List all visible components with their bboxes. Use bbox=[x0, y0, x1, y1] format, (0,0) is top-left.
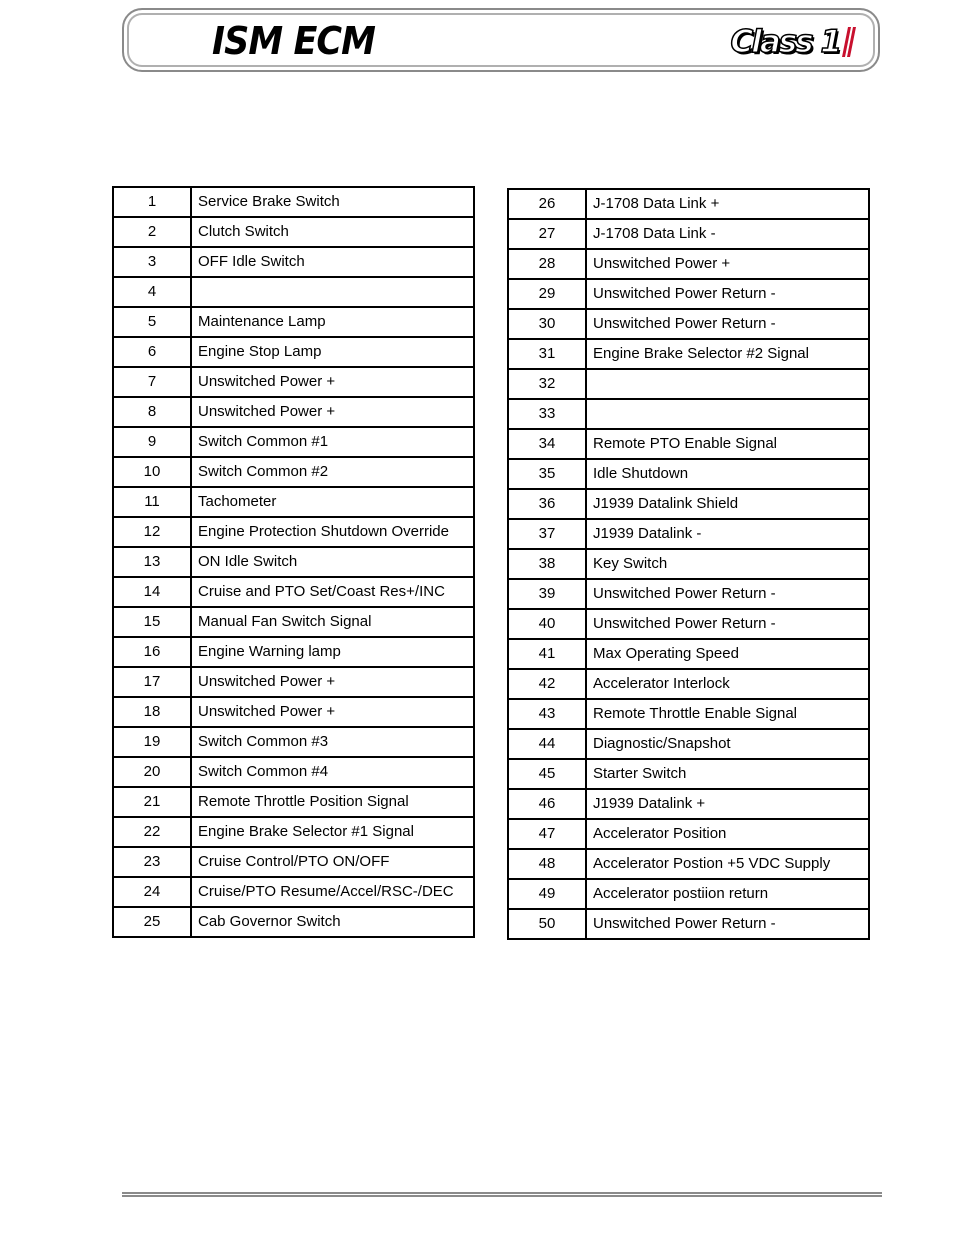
pin-function: J1939 Datalink - bbox=[586, 519, 869, 549]
pin-number: 7 bbox=[113, 367, 191, 397]
pin-function bbox=[191, 277, 474, 307]
pin-row bbox=[508, 819, 869, 849]
pin-number: 41 bbox=[508, 639, 586, 669]
pin-number: 5 bbox=[113, 307, 191, 337]
page-title: ISM ECM bbox=[212, 19, 376, 63]
pin-function: Remote Throttle Position Signal bbox=[191, 787, 474, 817]
pin-function: J1939 Datalink + bbox=[586, 789, 869, 819]
pin-row bbox=[113, 247, 474, 277]
pin-function: Engine Brake Selector #2 Signal bbox=[586, 339, 869, 369]
pin-number: 20 bbox=[113, 757, 191, 787]
pin-number: 43 bbox=[508, 699, 586, 729]
pin-function: Cruise Control/PTO ON/OFF bbox=[191, 847, 474, 877]
pin-row bbox=[113, 397, 474, 427]
pin-function: Accelerator Postion +5 VDC Supply bbox=[586, 849, 869, 879]
pin-function: Unswitched Power + bbox=[191, 697, 474, 727]
pin-row bbox=[113, 757, 474, 787]
pin-function: Unswitched Power Return - bbox=[586, 579, 869, 609]
pin-table-right bbox=[507, 188, 870, 940]
pin-row bbox=[508, 669, 869, 699]
page-header bbox=[122, 8, 880, 72]
pin-number: 36 bbox=[508, 489, 586, 519]
pin-row bbox=[508, 789, 869, 819]
pin-number: 32 bbox=[508, 369, 586, 399]
pin-row bbox=[508, 189, 869, 219]
pin-row bbox=[508, 279, 869, 309]
pin-function: Unswitched Power Return - bbox=[586, 609, 869, 639]
pin-row bbox=[113, 847, 474, 877]
pin-function: Cruise and PTO Set/Coast Res+/INC bbox=[191, 577, 474, 607]
pin-number: 49 bbox=[508, 879, 586, 909]
pin-function: Switch Common #3 bbox=[191, 727, 474, 757]
pin-function: Tachometer bbox=[191, 487, 474, 517]
pin-number: 16 bbox=[113, 637, 191, 667]
pin-row bbox=[113, 907, 474, 937]
pin-function: Accelerator postiion return bbox=[586, 879, 869, 909]
pin-function: Max Operating Speed bbox=[586, 639, 869, 669]
pin-row bbox=[113, 637, 474, 667]
pin-number: 27 bbox=[508, 219, 586, 249]
pin-function: Unswitched Power Return - bbox=[586, 309, 869, 339]
pin-function: Engine Brake Selector #1 Signal bbox=[191, 817, 474, 847]
pin-function: Manual Fan Switch Signal bbox=[191, 607, 474, 637]
pin-function: Cruise/PTO Resume/Accel/RSC-/DEC bbox=[191, 877, 474, 907]
pin-number: 8 bbox=[113, 397, 191, 427]
pin-number: 28 bbox=[508, 249, 586, 279]
pin-row bbox=[113, 217, 474, 247]
pin-function: Switch Common #4 bbox=[191, 757, 474, 787]
pin-function: Unswitched Power Return - bbox=[586, 279, 869, 309]
pin-number: 31 bbox=[508, 339, 586, 369]
pin-function: J1939 Datalink Shield bbox=[586, 489, 869, 519]
brand-stripes-icon bbox=[842, 27, 856, 57]
pin-row bbox=[113, 187, 474, 217]
pin-number: 34 bbox=[508, 429, 586, 459]
pin-number: 13 bbox=[113, 547, 191, 577]
pin-number: 11 bbox=[113, 487, 191, 517]
footer-rule bbox=[122, 1192, 882, 1197]
pin-table-left bbox=[112, 186, 475, 938]
pin-number: 6 bbox=[113, 337, 191, 367]
pin-row bbox=[508, 879, 869, 909]
pin-number: 4 bbox=[113, 277, 191, 307]
pin-row bbox=[113, 307, 474, 337]
pin-number: 10 bbox=[113, 457, 191, 487]
pin-function: Remote Throttle Enable Signal bbox=[586, 699, 869, 729]
pin-number: 39 bbox=[508, 579, 586, 609]
pin-number: 44 bbox=[508, 729, 586, 759]
pin-number: 46 bbox=[508, 789, 586, 819]
pin-function: Unswitched Power + bbox=[586, 249, 869, 279]
pin-function: J-1708 Data Link - bbox=[586, 219, 869, 249]
pin-row bbox=[113, 787, 474, 817]
pin-function: Accelerator Interlock bbox=[586, 669, 869, 699]
pin-function: Maintenance Lamp bbox=[191, 307, 474, 337]
pin-function bbox=[586, 399, 869, 429]
pin-number: 18 bbox=[113, 697, 191, 727]
pin-row bbox=[508, 489, 869, 519]
pin-row bbox=[113, 367, 474, 397]
pin-row bbox=[113, 487, 474, 517]
pin-row bbox=[508, 759, 869, 789]
pin-row bbox=[508, 219, 869, 249]
pin-number: 2 bbox=[113, 217, 191, 247]
pin-row bbox=[508, 399, 869, 429]
pin-number: 38 bbox=[508, 549, 586, 579]
pin-number: 37 bbox=[508, 519, 586, 549]
pin-number: 1 bbox=[113, 187, 191, 217]
pin-number: 40 bbox=[508, 609, 586, 639]
pin-number: 9 bbox=[113, 427, 191, 457]
pin-row bbox=[113, 427, 474, 457]
pin-row bbox=[508, 519, 869, 549]
pin-function: Unswitched Power + bbox=[191, 367, 474, 397]
pin-row bbox=[113, 577, 474, 607]
pin-row bbox=[508, 549, 869, 579]
pin-number: 21 bbox=[113, 787, 191, 817]
pin-number: 33 bbox=[508, 399, 586, 429]
pin-row bbox=[508, 609, 869, 639]
pin-function: ON Idle Switch bbox=[191, 547, 474, 577]
pin-number: 17 bbox=[113, 667, 191, 697]
pin-row bbox=[508, 459, 869, 489]
pin-function: Clutch Switch bbox=[191, 217, 474, 247]
pin-row bbox=[508, 699, 869, 729]
pin-row bbox=[113, 667, 474, 697]
pin-function: J-1708 Data Link + bbox=[586, 189, 869, 219]
pin-row bbox=[113, 877, 474, 907]
pin-function: OFF Idle Switch bbox=[191, 247, 474, 277]
pin-number: 29 bbox=[508, 279, 586, 309]
pin-function: Cab Governor Switch bbox=[191, 907, 474, 937]
pin-row bbox=[508, 339, 869, 369]
pin-row bbox=[508, 429, 869, 459]
pin-function: Accelerator Position bbox=[586, 819, 869, 849]
pin-row bbox=[508, 579, 869, 609]
pin-number: 25 bbox=[113, 907, 191, 937]
pin-number: 35 bbox=[508, 459, 586, 489]
pin-row bbox=[113, 277, 474, 307]
pin-function bbox=[586, 369, 869, 399]
pin-function: Unswitched Power + bbox=[191, 667, 474, 697]
brand-logo-text: Class 1 bbox=[730, 24, 840, 60]
pin-row bbox=[113, 817, 474, 847]
pin-function: Engine Protection Shutdown Override bbox=[191, 517, 474, 547]
pin-row bbox=[508, 639, 869, 669]
brand-logo bbox=[730, 20, 856, 64]
pin-row bbox=[508, 369, 869, 399]
pin-row bbox=[508, 729, 869, 759]
pin-row bbox=[508, 309, 869, 339]
pin-number: 30 bbox=[508, 309, 586, 339]
pin-row bbox=[508, 249, 869, 279]
pin-number: 48 bbox=[508, 849, 586, 879]
pin-function: Diagnostic/Snapshot bbox=[586, 729, 869, 759]
pin-row bbox=[113, 727, 474, 757]
pin-function: Switch Common #2 bbox=[191, 457, 474, 487]
pin-number: 45 bbox=[508, 759, 586, 789]
pin-function: Switch Common #1 bbox=[191, 427, 474, 457]
pin-row bbox=[113, 547, 474, 577]
pin-function: Starter Switch bbox=[586, 759, 869, 789]
pin-row bbox=[113, 337, 474, 367]
pin-number: 12 bbox=[113, 517, 191, 547]
pin-number: 42 bbox=[508, 669, 586, 699]
pin-function: Service Brake Switch bbox=[191, 187, 474, 217]
pin-function: Idle Shutdown bbox=[586, 459, 869, 489]
pin-number: 50 bbox=[508, 909, 586, 939]
pin-row bbox=[508, 849, 869, 879]
pin-number: 3 bbox=[113, 247, 191, 277]
pin-function: Unswitched Power + bbox=[191, 397, 474, 427]
pin-number: 15 bbox=[113, 607, 191, 637]
pin-number: 47 bbox=[508, 819, 586, 849]
pin-row bbox=[508, 909, 869, 939]
pin-number: 26 bbox=[508, 189, 586, 219]
pin-function: Engine Stop Lamp bbox=[191, 337, 474, 367]
pin-function: Remote PTO Enable Signal bbox=[586, 429, 869, 459]
pin-number: 19 bbox=[113, 727, 191, 757]
pin-function: Engine Warning lamp bbox=[191, 637, 474, 667]
pin-number: 24 bbox=[113, 877, 191, 907]
pin-row bbox=[113, 697, 474, 727]
pin-number: 22 bbox=[113, 817, 191, 847]
pin-function: Unswitched Power Return - bbox=[586, 909, 869, 939]
pin-row bbox=[113, 517, 474, 547]
pin-row bbox=[113, 607, 474, 637]
pin-number: 23 bbox=[113, 847, 191, 877]
pin-row bbox=[113, 457, 474, 487]
pin-number: 14 bbox=[113, 577, 191, 607]
pin-function: Key Switch bbox=[586, 549, 869, 579]
